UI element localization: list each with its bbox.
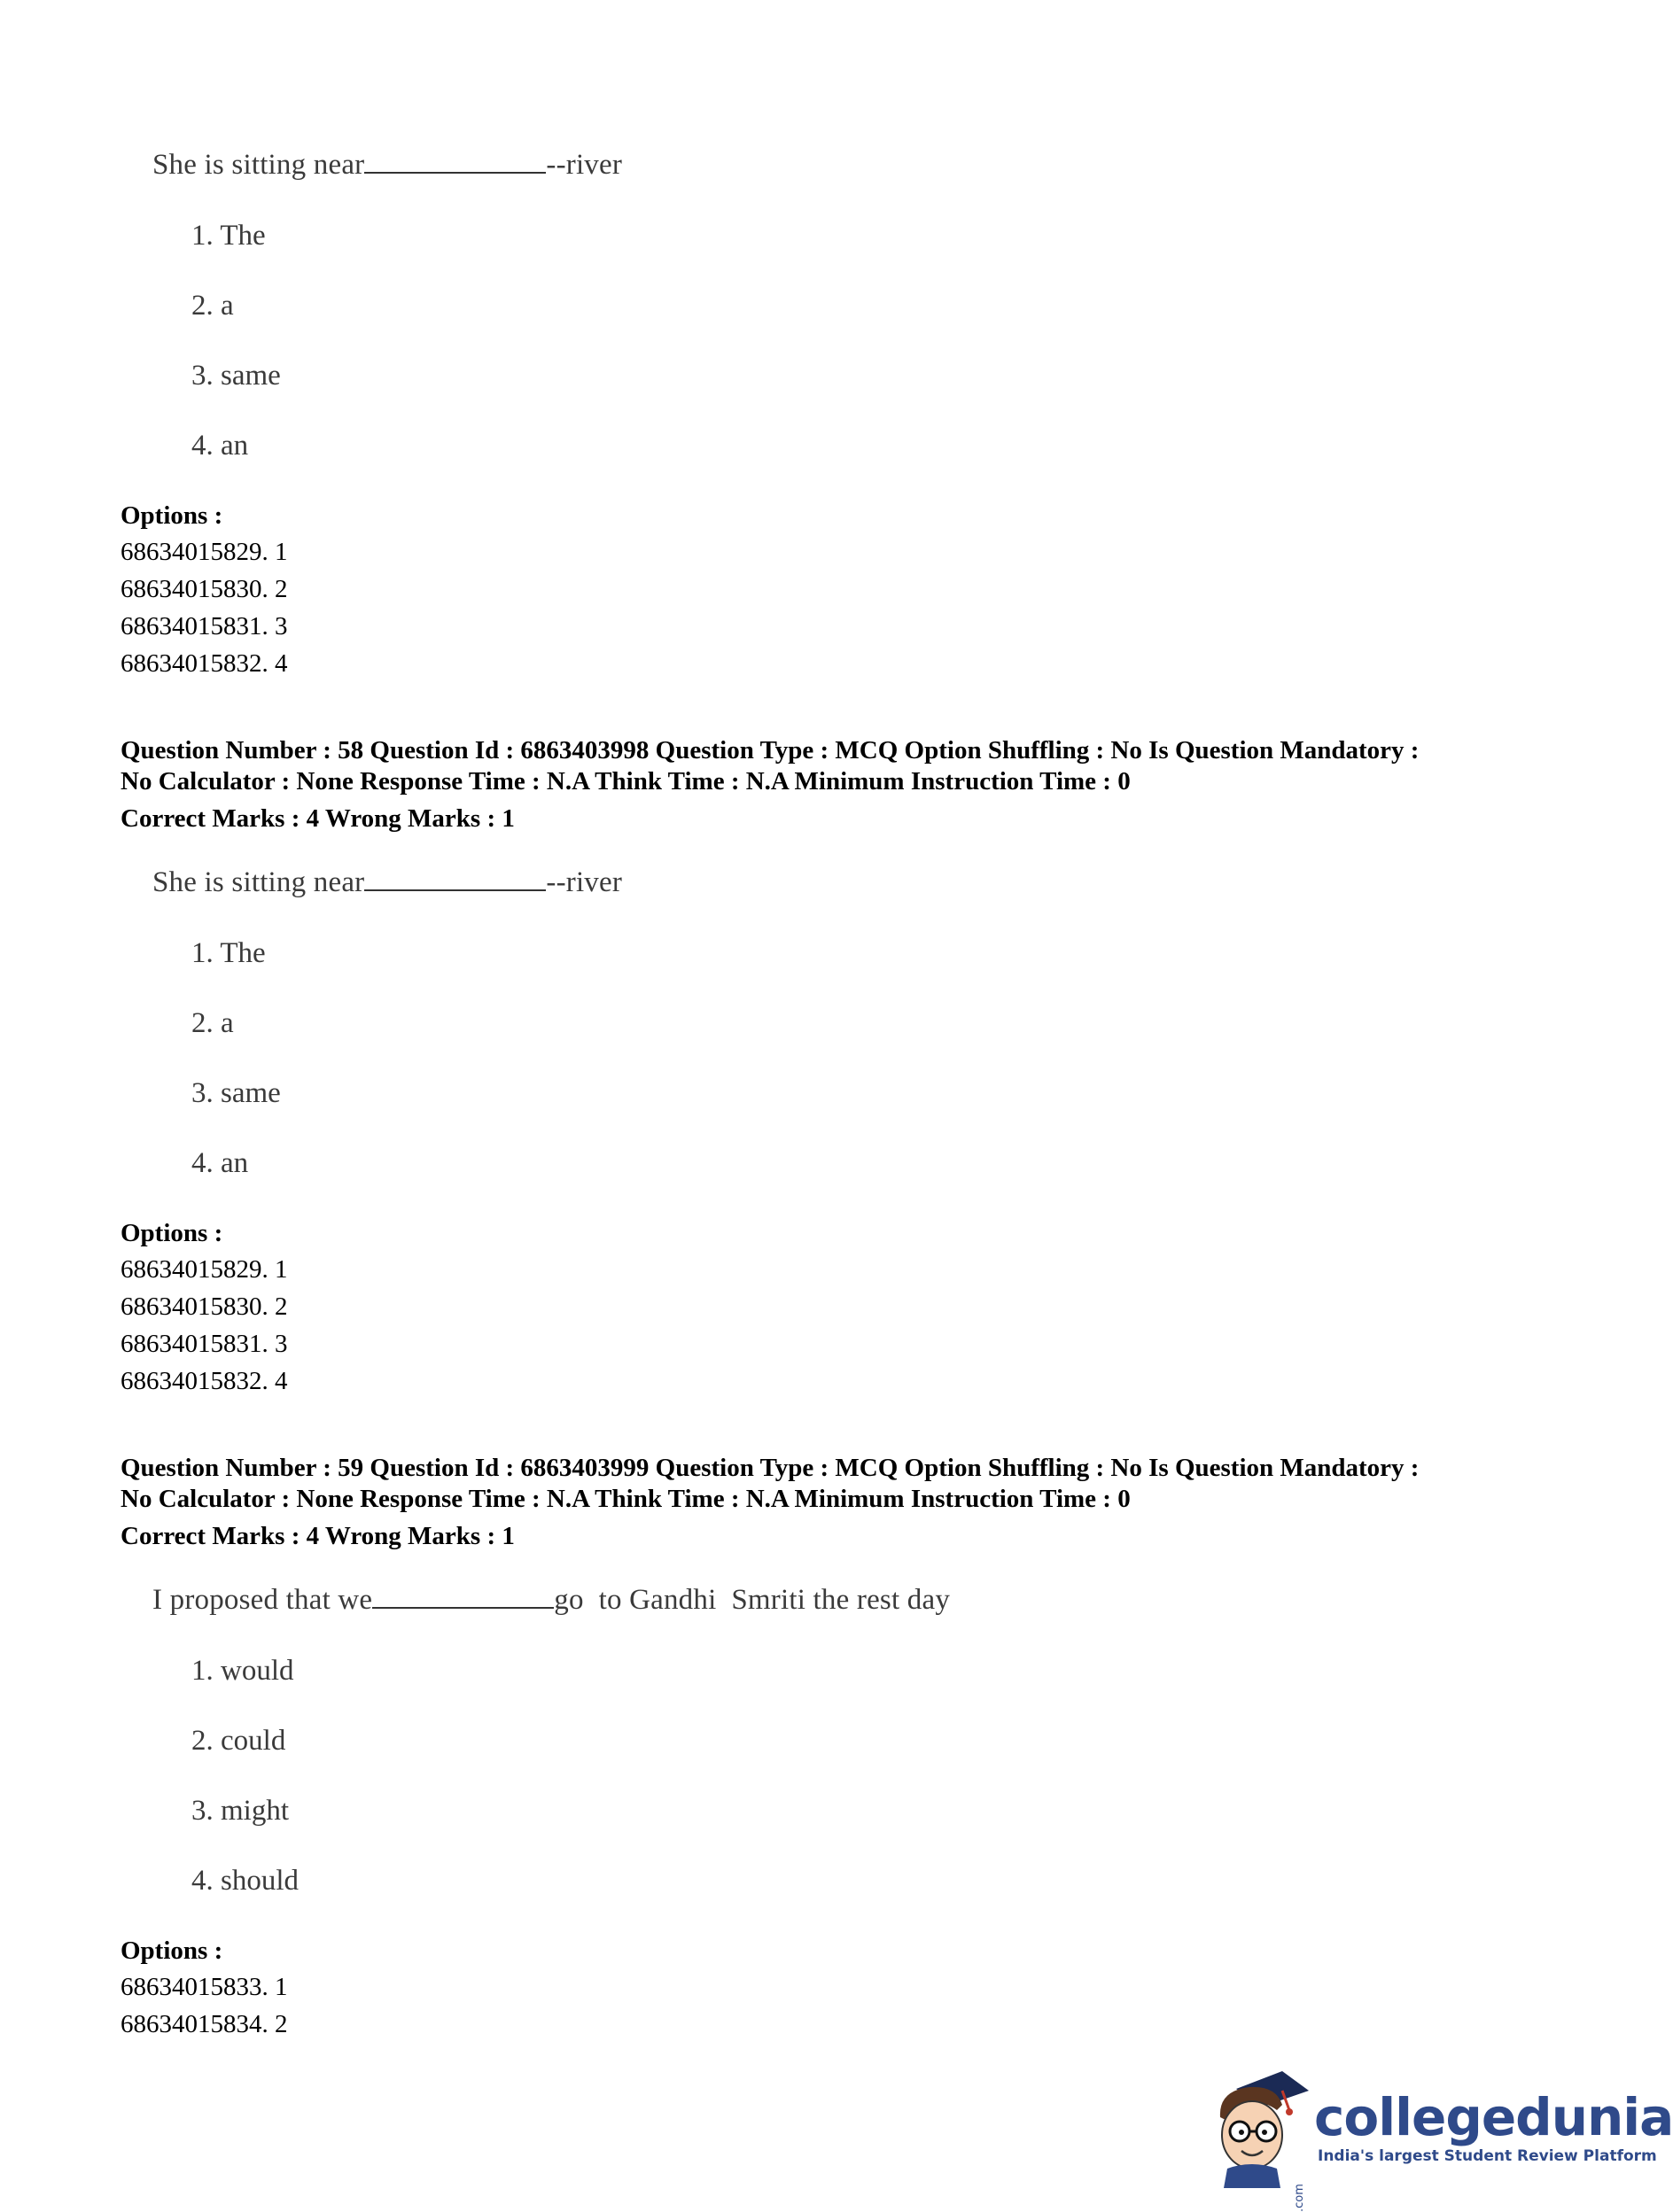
q57-choice-4: 4. an (191, 430, 249, 462)
q58-option-2: 68634015830. 2 (121, 1292, 288, 1321)
q59-options-label: Options : (121, 1936, 223, 1965)
q59-header-line2: No Calculator : None Response Time : N.A Think Time : N.A Minimum Instruction Time : 0 (121, 1485, 1131, 1513)
logo-tagline: India's largest Student Review Platform (1318, 2147, 1657, 2165)
q58-marks: Correct Marks : 4 Wrong Marks : 1 (121, 804, 515, 833)
q58-options-label: Options : (121, 1219, 223, 1247)
q58-blank (364, 866, 546, 891)
mascot-icon (1201, 2064, 1316, 2188)
q58-choice-4: 4. an (191, 1147, 249, 1179)
collegedunia-logo[interactable] (1201, 2064, 1673, 2212)
q59-stem-after: go to Gandhi Smriti the rest day (554, 1584, 951, 1616)
q57-choice-1: 1. The (191, 220, 266, 252)
q57-choice-3: 3. same (191, 360, 281, 392)
q58-header-line2: No Calculator : None Response Time : N.A Think Time : N.A Minimum Instruction Time : 0 (121, 767, 1131, 796)
logo-name: collegedunia (1314, 2087, 1673, 2147)
q59-stem-before: I proposed that we (152, 1584, 373, 1616)
q58-option-1: 68634015829. 1 (121, 1255, 288, 1284)
q58-stem-after: --river (546, 866, 623, 898)
q57-option-3: 68634015831. 3 (121, 612, 288, 640)
q58-choice-1: 1. The (191, 937, 266, 969)
q58-choice-2: 2. a (191, 1007, 234, 1039)
q57-blank (364, 149, 546, 174)
q57-options-label: Options : (121, 501, 223, 530)
q57-option-2: 68634015830. 2 (121, 575, 288, 603)
q58-stem-before: She is sitting near (152, 866, 365, 898)
q57-option-4: 68634015832. 4 (121, 649, 288, 678)
q58-option-4: 68634015832. 4 (121, 1367, 288, 1395)
q59-blank (372, 1584, 554, 1609)
q59-choice-1: 1. would (191, 1655, 294, 1687)
q58-stem (152, 866, 622, 899)
q57-stem-before: She is sitting near (152, 149, 365, 181)
q58-choice-3: 3. same (191, 1077, 281, 1109)
q59-marks: Correct Marks : 4 Wrong Marks : 1 (121, 1522, 515, 1550)
q57-choice-2: 2. a (191, 290, 234, 322)
q58-header-line1: Question Number : 58 Question Id : 6863403998 Question Type : MCQ Option Shuffling : No Is Question Mandatory : (121, 736, 1420, 764)
q59-option-2: 68634015834. 2 (121, 2010, 288, 2038)
q59-choice-3: 3. might (191, 1795, 290, 1827)
q57-option-1: 68634015829. 1 (121, 538, 288, 566)
q57-stem (152, 149, 622, 182)
q59-choice-2: 2. could (191, 1725, 286, 1757)
q59-option-1: 68634015833. 1 (121, 1973, 288, 2001)
q57-stem-after: --river (546, 149, 623, 181)
logo-suffix: .com (1293, 2184, 1306, 2212)
q59-stem (152, 1584, 950, 1617)
q59-choice-4: 4. should (191, 1865, 300, 1897)
q59-header-line1: Question Number : 59 Question Id : 6863403999 Question Type : MCQ Option Shuffling : No Is Question Mandatory : (121, 1454, 1420, 1482)
q58-option-3: 68634015831. 3 (121, 1330, 288, 1358)
